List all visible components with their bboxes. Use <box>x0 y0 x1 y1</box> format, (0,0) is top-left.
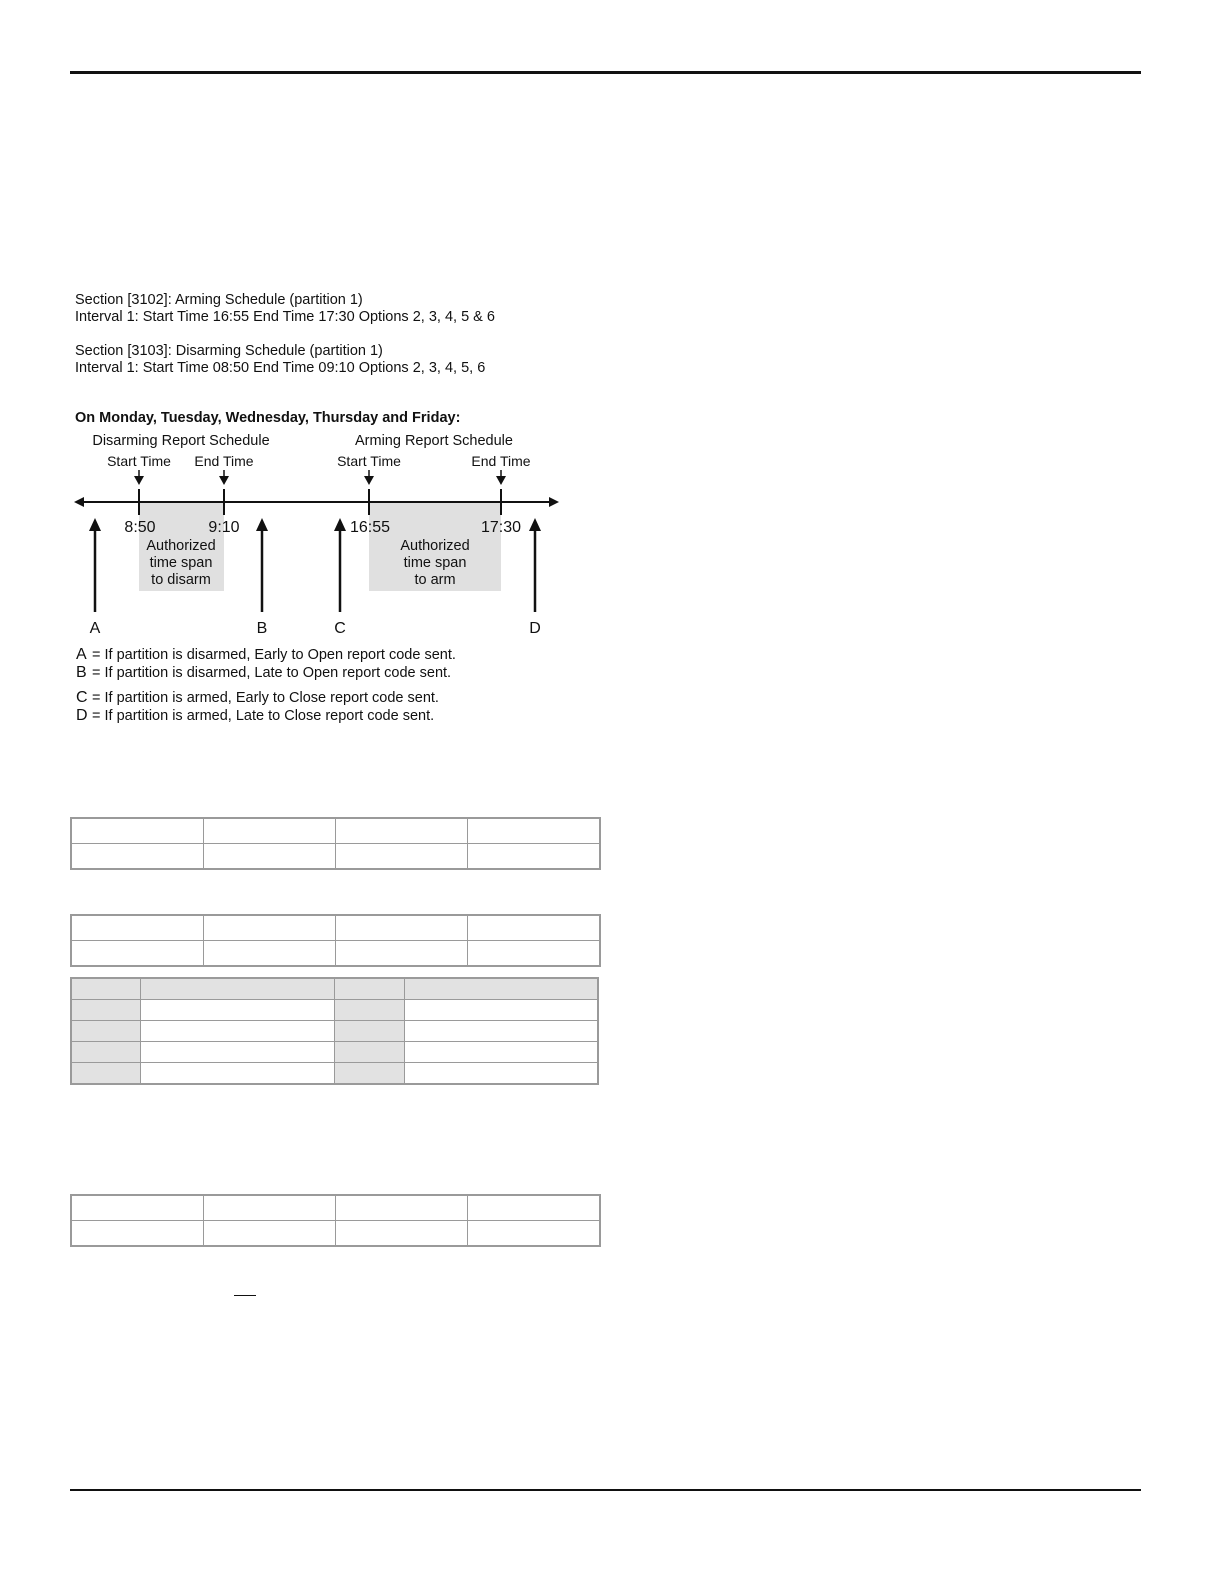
bottom-rule <box>70 1489 1141 1491</box>
disarm-span-label: Authorized <box>146 538 216 554</box>
disarm-end-label: End Time <box>194 453 254 469</box>
time-label: 17:30 <box>480 519 522 536</box>
down-arrow-icon <box>364 476 374 485</box>
arm-span-label: to arm <box>414 572 456 588</box>
legend-item: A = If partition is disarmed, Early to Open report code sent. <box>76 646 456 663</box>
disarm-span-label: to disarm <box>151 572 211 588</box>
arm-span-label: time span <box>403 555 467 571</box>
axis-left-arrow-icon <box>74 497 84 507</box>
time-label: 8:50 <box>124 519 156 536</box>
down-arrow-icon <box>496 476 506 485</box>
disarm-start-label: Start Time <box>107 453 171 469</box>
disarm-span-label: time span <box>149 555 213 571</box>
arming-section-interval: Interval 1: Start Time 16:55 End Time 17:30 Options 2, 3, 4, 5 & 6 <box>75 309 495 325</box>
up-arrow-a-icon <box>89 518 101 531</box>
entry-table-3 <box>70 1194 601 1247</box>
options-table <box>70 977 599 1085</box>
arm-start-label: Start Time <box>337 453 401 469</box>
disarming-schedule-title: Disarming Report Schedule <box>92 433 270 449</box>
dash-mark <box>234 1295 256 1296</box>
axis-right-arrow-icon <box>549 497 559 507</box>
legend-item: D = If partition is armed, Late to Close report code sent. <box>76 707 435 724</box>
arm-span-label: Authorized <box>400 538 470 554</box>
up-arrow-d-icon <box>529 518 541 531</box>
entry-table-2 <box>70 914 601 967</box>
time-label: 16:55 <box>349 519 391 536</box>
up-arrow-b-icon <box>256 518 268 531</box>
schedule-heading: On Monday, Tuesday, Wednesday, Thursday and Friday: <box>75 410 461 426</box>
marker-b: B <box>256 620 268 637</box>
marker-d: D <box>529 620 541 637</box>
disarming-section-title: Section [3103]: Disarming Schedule (partition 1) <box>75 343 383 359</box>
down-arrow-icon <box>134 476 144 485</box>
time-label: 9:10 <box>208 519 240 536</box>
up-arrow-c-icon <box>334 518 346 531</box>
disarming-section-interval: Interval 1: Start Time 08:50 End Time 09:10 Options 2, 3, 4, 5, 6 <box>75 360 486 376</box>
legend-item: C = If partition is armed, Early to Close report code sent. <box>76 689 439 706</box>
legend-item: B = If partition is disarmed, Late to Open report code sent. <box>76 664 452 681</box>
arming-section-title: Section [3102]: Arming Schedule (partition 1) <box>75 292 363 308</box>
marker-a: A <box>89 620 101 637</box>
down-arrow-icon <box>219 476 229 485</box>
arming-schedule-title: Arming Report Schedule <box>355 433 513 449</box>
arm-end-label: End Time <box>471 453 531 469</box>
schedule-timeline-diagram <box>0 0 1224 650</box>
marker-c: C <box>334 620 346 637</box>
entry-table-1 <box>70 817 601 870</box>
